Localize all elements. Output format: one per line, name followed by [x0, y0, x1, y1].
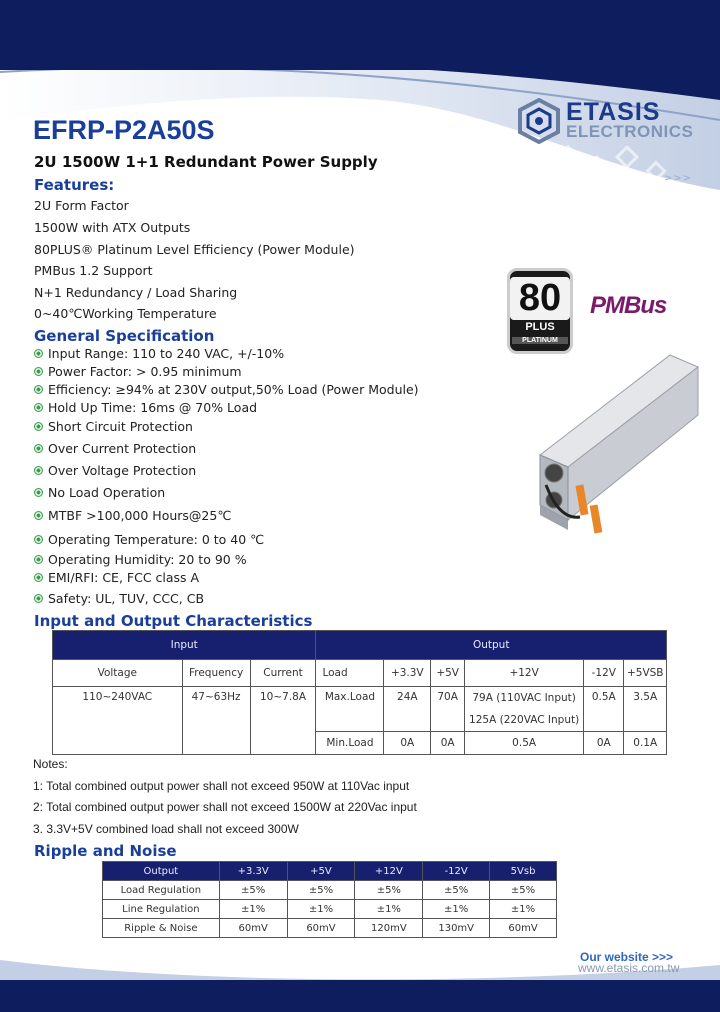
io-table [52, 630, 667, 755]
badge-plus: PLUS [525, 321, 555, 333]
cell: 60mV [287, 919, 355, 938]
cell: ±1% [490, 900, 557, 919]
spec-item: Over Current Protection [34, 441, 196, 456]
max-12v-110: 79A (110VAC Input) [465, 687, 584, 710]
notes-heading: Notes: [33, 757, 68, 771]
input-frequency: 47~63Hz [182, 687, 250, 755]
max-12v-220: 125A (220VAC Input) [465, 709, 584, 732]
table-row [103, 881, 557, 900]
bullet-icon [34, 488, 43, 497]
cell: 60mV [219, 919, 287, 938]
general-spec-heading: General Specification [34, 327, 215, 345]
cell: ±5% [219, 881, 287, 900]
power-supply-image [520, 345, 700, 545]
cell: 60mV [490, 919, 557, 938]
feature-item: N+1 Redundancy / Load Sharing [34, 285, 238, 300]
min-5v: 0A [431, 732, 465, 755]
spec-item: Efficiency: ≥94% at 230V output,50% Load (Power Module) [34, 382, 419, 397]
feature-item: 1500W with ATX Outputs [34, 220, 191, 235]
hexagon-logo-icon [516, 98, 562, 144]
col-header: +12V [355, 862, 423, 881]
col-header: Output [103, 862, 220, 881]
input-voltage: 110~240VAC [53, 687, 183, 755]
website-url[interactable]: www.etasis.com.tw [578, 961, 680, 975]
bullet-icon [34, 511, 43, 520]
bullet-icon [34, 403, 43, 412]
col-header: 5Vsb [490, 862, 557, 881]
note-item: 1: Total combined output power shall not exceed 950W at 110Vac input [33, 779, 410, 793]
max-load-label: Max.Load [316, 687, 384, 732]
brand-subname: ELECTRONICS [566, 122, 694, 141]
badge-platinum: PLATINUM [512, 337, 568, 344]
cell: ±5% [490, 881, 557, 900]
spec-item: No Load Operation [34, 485, 165, 500]
max-5v: 70A [431, 687, 465, 732]
bullet-icon [34, 422, 43, 431]
product-subtitle: 2U 1500W 1+1 Redundant Power Supply [34, 153, 378, 171]
ripple-table [102, 861, 557, 938]
bullet-icon [34, 573, 43, 582]
bullet-icon [34, 555, 43, 564]
cell: ±5% [355, 881, 423, 900]
max-neg12v: 0.5A [584, 687, 624, 732]
feature-item: 2U Form Factor [34, 198, 129, 213]
row-label: Ripple & Noise [103, 919, 220, 938]
cell: ±5% [287, 881, 355, 900]
row-label: Load Regulation [103, 881, 220, 900]
cell: ±5% [423, 881, 490, 900]
io-subheader-row [53, 660, 667, 687]
80plus-platinum-badge [507, 268, 573, 354]
input-current: 10~7.8A [250, 687, 316, 755]
ripple-heading: Ripple and Noise [34, 842, 177, 860]
max-3v3: 24A [384, 687, 431, 732]
feature-item: 80PLUS® Platinum Level Efficiency (Power Module) [34, 242, 355, 257]
spec-item: Power Factor: > 0.95 minimum [34, 364, 242, 379]
product-title: EFRP-P2A50S [33, 115, 215, 145]
min-neg12v: 0A [584, 732, 624, 755]
feature-item: PMBus 1.2 Support [34, 263, 153, 278]
cell: ±1% [287, 900, 355, 919]
io-header-row [53, 631, 667, 660]
spec-item: Safety: UL, TUV, CCC, CB [34, 591, 204, 606]
col-header: Frequency [182, 660, 250, 687]
io-heading: Input and Output Characteristics [34, 612, 313, 630]
etasis-logo [516, 96, 696, 146]
min-12v: 0.5A [465, 732, 584, 755]
feature-item: 0~40℃Working Temperature [34, 306, 217, 321]
spec-item: Operating Humidity: 20 to 90 % [34, 552, 247, 567]
col-header: Current [250, 660, 316, 687]
spec-item: Over Voltage Protection [34, 463, 196, 478]
min-3v3: 0A [384, 732, 431, 755]
bullet-icon [34, 349, 43, 358]
col-header: +5V [431, 660, 465, 687]
bullet-icon [34, 444, 43, 453]
table-row [103, 919, 557, 938]
col-header: -12V [584, 660, 624, 687]
col-header: Load [316, 660, 384, 687]
spec-item: Input Range: 110 to 240 VAC, +/-10% [34, 346, 284, 361]
col-header: Voltage [53, 660, 183, 687]
col-header: +5V [287, 862, 355, 881]
io-max-row [53, 687, 667, 710]
note-item: 3. 3.3V+5V combined load shall not exceed 300W [33, 822, 299, 836]
col-header: -12V [423, 862, 490, 881]
footer-band [0, 980, 720, 1012]
spec-item: Operating Temperature: 0 to 40 ℃ [34, 532, 264, 547]
ripple-header-row [103, 862, 557, 881]
input-header: Input [53, 631, 316, 660]
bullet-icon [34, 367, 43, 376]
row-label: Line Regulation [103, 900, 220, 919]
col-header: +5VSB [624, 660, 667, 687]
cell: 120mV [355, 919, 423, 938]
spec-item: MTBF >100,000 Hours@25℃ [34, 508, 231, 523]
bullet-icon [34, 466, 43, 475]
bullet-icon [34, 535, 43, 544]
spec-item: Short Circuit Protection [34, 419, 193, 434]
col-header: +3.3V [219, 862, 287, 881]
output-header: Output [316, 631, 667, 660]
max-5vsb: 3.5A [624, 687, 667, 732]
spec-item: EMI/RFI: CE, FCC class A [34, 570, 199, 585]
website-link-label[interactable]: Our website >>> [580, 950, 674, 964]
badge-80: 80 [510, 277, 570, 320]
col-header: +3.3V [384, 660, 431, 687]
features-heading: Features: [34, 176, 115, 194]
spec-item: Hold Up Time: 16ms @ 70% Load [34, 400, 257, 415]
cell: ±1% [219, 900, 287, 919]
min-load-label: Min.Load [316, 732, 384, 755]
pmbus-logo: PMBus [590, 292, 667, 319]
note-item: 2: Total combined output power shall not exceed 1500W at 220Vac input [33, 800, 417, 814]
min-5vsb: 0.1A [624, 732, 667, 755]
cell: ±1% [355, 900, 423, 919]
cell: ±1% [423, 900, 490, 919]
cell: 130mV [423, 919, 490, 938]
bullet-icon [34, 385, 43, 394]
bullet-icon [34, 594, 43, 603]
header-arrows: >>> [664, 173, 693, 184]
brand-name: ETASIS [566, 98, 661, 126]
table-row [103, 900, 557, 919]
col-header: +12V [465, 660, 584, 687]
